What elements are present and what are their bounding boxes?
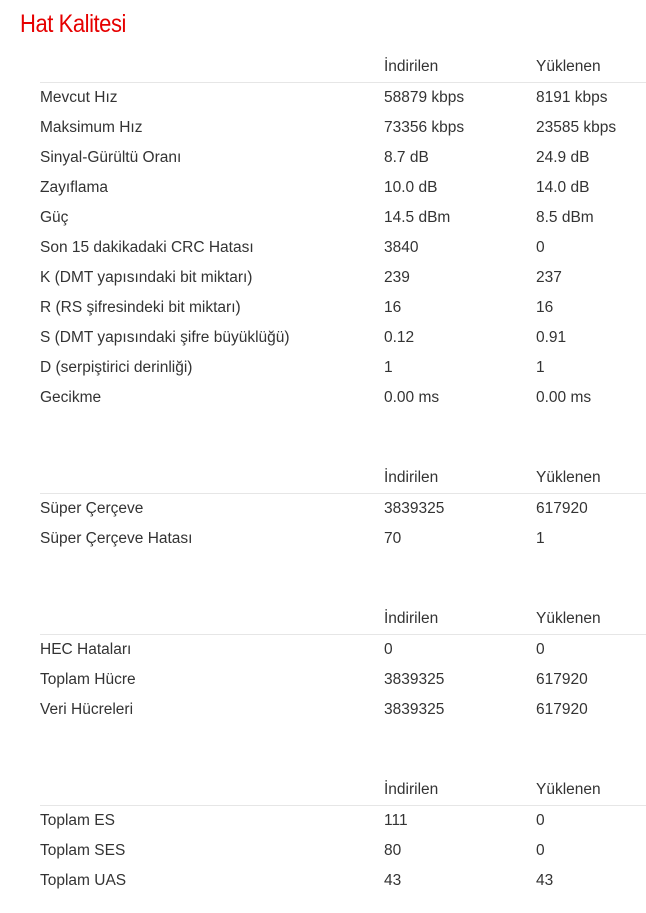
row-label: Süper Çerçeve Hatası xyxy=(40,530,193,547)
table-row xyxy=(40,173,646,203)
header-upload: Yüklenen xyxy=(536,610,601,627)
row-upload-value: 0.00 ms xyxy=(536,389,592,406)
table-row xyxy=(40,83,646,113)
row-download-value: 43 xyxy=(384,872,402,889)
row-label: Gecikme xyxy=(40,389,102,406)
table-row xyxy=(40,866,646,896)
row-download-value: 111 xyxy=(384,812,408,829)
row-upload-value: 8.5 dBm xyxy=(536,209,594,226)
row-label: Süper Çerçeve xyxy=(40,500,144,517)
row-upload-value: 617920 xyxy=(536,671,588,688)
row-download-value: 73356 kbps xyxy=(384,119,465,136)
row-download-value: 10.0 dB xyxy=(384,179,438,196)
table-row xyxy=(40,203,646,233)
table-row xyxy=(40,323,646,353)
row-download-value: 239 xyxy=(384,269,410,286)
cells-table xyxy=(40,604,646,725)
row-label: R (RS şifresindeki bit miktarı) xyxy=(40,299,241,316)
table-header xyxy=(40,775,646,806)
row-download-value: 14.5 dBm xyxy=(384,209,451,226)
row-upload-value: 0.91 xyxy=(536,329,567,346)
table-row xyxy=(40,233,646,263)
row-upload-value: 617920 xyxy=(536,500,588,517)
table-row xyxy=(40,383,646,413)
row-upload-value: 1 xyxy=(536,359,545,376)
table-row xyxy=(40,263,646,293)
row-upload-value: 0 xyxy=(536,842,545,859)
row-label: Son 15 dakikadaki CRC Hatası xyxy=(40,239,254,256)
row-label: D (serpiştirici derinliği) xyxy=(40,359,193,376)
row-download-value: 70 xyxy=(384,530,402,547)
superframe-table xyxy=(40,463,646,554)
row-download-value: 8.7 dB xyxy=(384,149,429,166)
row-upload-value: 1 xyxy=(536,530,545,547)
error-seconds-table xyxy=(40,775,646,896)
row-label: HEC Hataları xyxy=(40,641,132,658)
row-download-value: 0 xyxy=(384,641,393,658)
row-download-value: 3839325 xyxy=(384,671,445,688)
table-header xyxy=(40,604,646,635)
row-download-value: 1 xyxy=(384,359,393,376)
row-label: Mevcut Hız xyxy=(40,89,118,106)
row-download-value: 0.12 xyxy=(384,329,415,346)
table-row xyxy=(40,113,646,143)
table-row xyxy=(40,293,646,323)
row-label: Toplam UAS xyxy=(40,872,127,889)
line-stats-table xyxy=(40,52,646,413)
header-download: İndirilen xyxy=(384,58,439,75)
header-upload: Yüklenen xyxy=(536,781,601,798)
row-upload-value: 43 xyxy=(536,872,554,889)
row-download-value: 80 xyxy=(384,842,402,859)
row-upload-value: 617920 xyxy=(536,701,588,718)
page-title: Hat Kalitesi xyxy=(20,10,126,38)
table-row xyxy=(40,143,646,173)
row-upload-value: 0 xyxy=(536,239,545,256)
table-header xyxy=(40,463,646,494)
row-upload-value: 23585 kbps xyxy=(536,119,617,136)
header-download: İndirilen xyxy=(384,469,439,486)
row-label: Toplam SES xyxy=(40,842,126,859)
row-download-value: 16 xyxy=(384,299,402,316)
row-upload-value: 14.0 dB xyxy=(536,179,590,196)
row-label: Maksimum Hız xyxy=(40,119,143,136)
table-row xyxy=(40,524,646,554)
table-row xyxy=(40,353,646,383)
row-label: Sinyal-Gürültü Oranı xyxy=(40,149,182,166)
row-label: Toplam ES xyxy=(40,812,115,829)
row-upload-value: 237 xyxy=(536,269,562,286)
row-download-value: 3839325 xyxy=(384,500,445,517)
row-label: Veri Hücreleri xyxy=(40,701,134,718)
row-label: Toplam Hücre xyxy=(40,671,136,688)
table-row xyxy=(40,806,646,836)
row-download-value: 0.00 ms xyxy=(384,389,440,406)
header-download: İndirilen xyxy=(384,781,439,798)
row-label: Zayıflama xyxy=(40,179,109,196)
header-download: İndirilen xyxy=(384,610,439,627)
row-download-value: 3840 xyxy=(384,239,419,256)
table-row xyxy=(40,695,646,725)
table-row xyxy=(40,836,646,866)
row-upload-value: 24.9 dB xyxy=(536,149,590,166)
header-upload: Yüklenen xyxy=(536,469,601,486)
row-label: Güç xyxy=(40,209,69,226)
table-header xyxy=(40,52,646,83)
table-row xyxy=(40,635,646,665)
header-upload: Yüklenen xyxy=(536,58,601,75)
row-download-value: 58879 kbps xyxy=(384,89,465,106)
row-upload-value: 16 xyxy=(536,299,554,316)
row-upload-value: 0 xyxy=(536,641,545,658)
row-upload-value: 0 xyxy=(536,812,545,829)
row-upload-value: 8191 kbps xyxy=(536,89,608,106)
row-label: K (DMT yapısındaki bit miktarı) xyxy=(40,269,253,286)
row-label: S (DMT yapısındaki şifre büyüklüğü) xyxy=(40,329,290,346)
table-row xyxy=(40,665,646,695)
table-row xyxy=(40,494,646,524)
row-download-value: 3839325 xyxy=(384,701,445,718)
